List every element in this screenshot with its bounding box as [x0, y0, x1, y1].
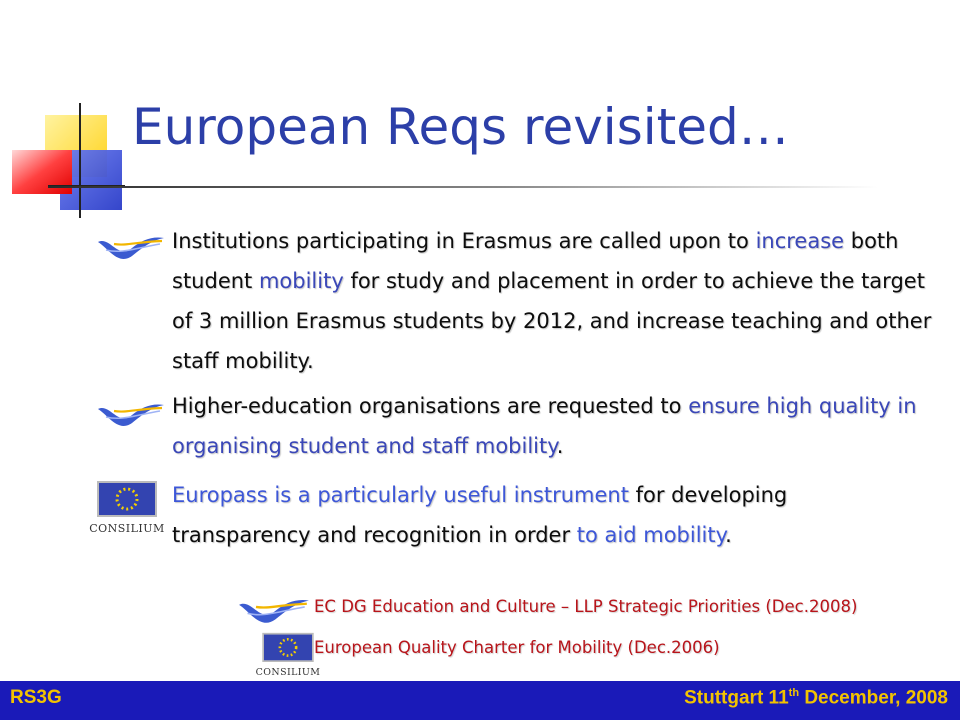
bullet-text-segment: Institutions participating in Erasmus are called upon to [172, 229, 756, 253]
bullet-erasmus-mobility [172, 221, 932, 381]
footer-date-prefix: Stuttgart 11 [684, 687, 789, 709]
bullet-text-segment: . [556, 434, 564, 458]
swoosh-logo-icon [236, 590, 312, 626]
footer-date-suffix: December, 2008 [799, 687, 948, 709]
bullet-text-segment: . [725, 523, 732, 547]
bullet-quality-mobility [172, 386, 932, 466]
swoosh-logo-icon [96, 228, 166, 262]
consilium-logo-icon [84, 480, 170, 540]
bullet-europass [172, 475, 932, 555]
bullet-highlight-segment: mobility [258, 269, 344, 293]
consilium-logo-label: CONSILIUM [255, 666, 321, 678]
bullet-highlight-segment: increase [755, 229, 845, 253]
bullet-highlight-segment: Europass is a particularly useful instrument [172, 483, 629, 507]
bullet-text-segment: both student [172, 229, 899, 293]
bullet-text-segment: for study and placement in order to achieve the target of 3 million Erasmus students by 2012, and increase teaching and other staff mobility. [172, 269, 932, 373]
reference-llp-priorities: EC DG Education and Culture – LLP Strategic Priorities (Dec.2008) [314, 597, 858, 616]
bullet-highlight-segment: to aid mobility [576, 523, 726, 547]
decorative-squares [0, 0, 130, 230]
title-divider [48, 186, 878, 188]
bullet-text-segment: for developing transparency and recognition in order [172, 483, 788, 547]
bullet-text-segment: Higher-education organisations are requested to [172, 394, 689, 418]
reference-quality-charter: European Quality Charter for Mobility (Dec.2006) [314, 638, 720, 657]
bullet-highlight-segment: ensure high quality in organising student and staff mobility [172, 394, 917, 458]
footer-bar [0, 681, 960, 720]
footer-date-sup: th [788, 687, 800, 699]
swoosh-logo-icon [96, 395, 166, 429]
footer-brand: RS3G [10, 687, 62, 708]
slide-title: European Reqs revisited… [132, 98, 789, 156]
footer-date-location [684, 687, 948, 709]
consilium-logo-label: CONSILIUM [89, 522, 165, 535]
